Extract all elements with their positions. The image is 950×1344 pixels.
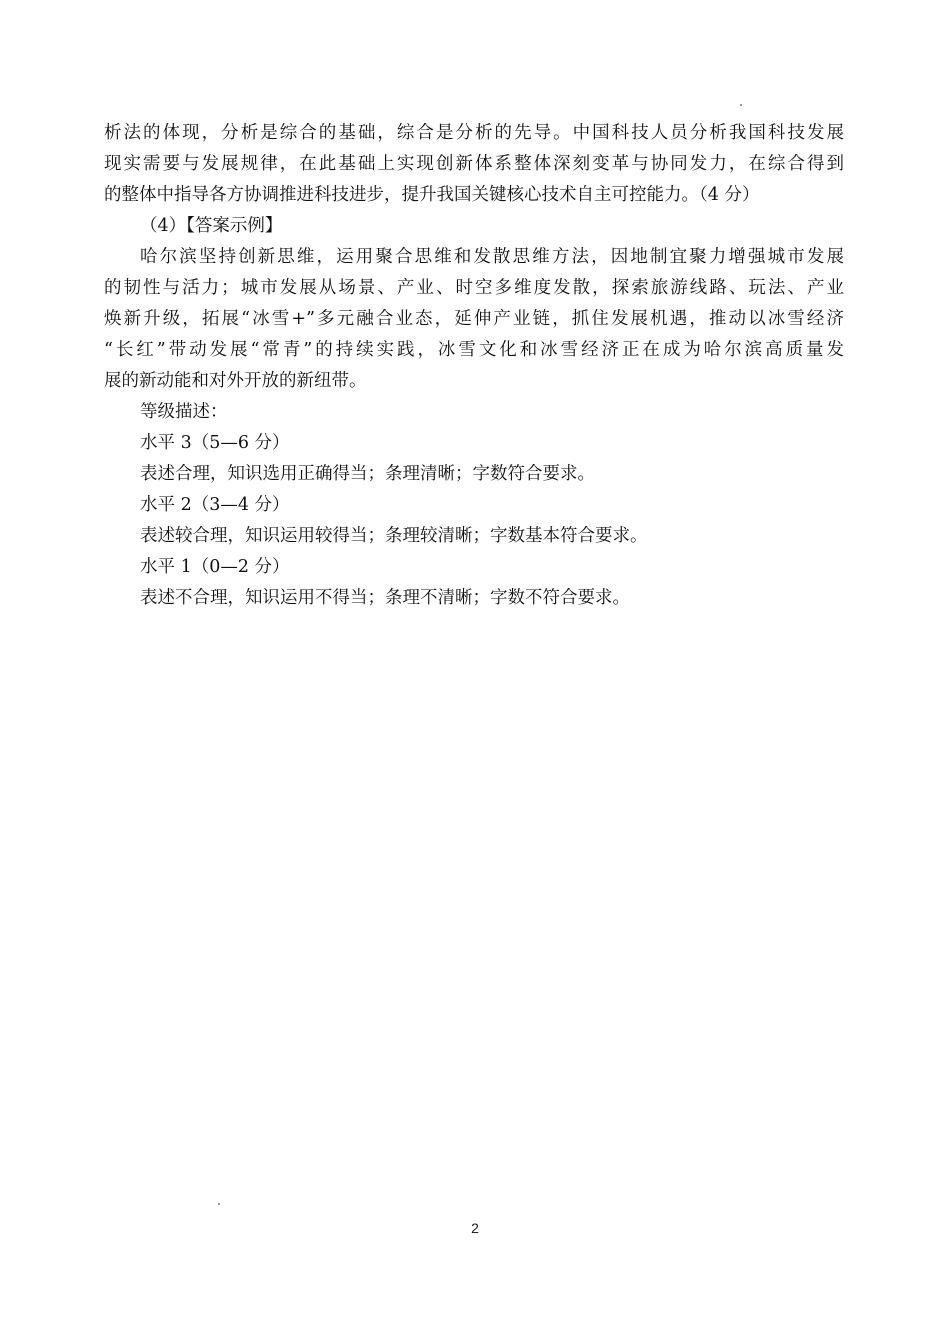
text-line: “长红”带动发展“常青”的持续实践，冰雪文化和冰雪经济正在成为哈尔滨高质量发 bbox=[104, 340, 844, 360]
scan-dot-top bbox=[740, 104, 742, 106]
text-line: 的整体中指导各方协调推进科技进步，提升我国关键核心技术自主可控能力。（4 分） bbox=[104, 185, 760, 205]
grading-title: 等级描述： bbox=[140, 402, 228, 422]
level-3-heading: 水平 3（5—6 分） bbox=[140, 433, 290, 453]
text-line: 现实需要与发展规律，在此基础上实现创新体系整体深刻变革与协同发力，在综合得到 bbox=[104, 154, 844, 174]
level-3-description: 表述合理，知识选用正确得当；条理清晰；字数符合要求。 bbox=[140, 464, 595, 484]
section-heading: （4）【答案示例】 bbox=[140, 216, 283, 236]
text-line: 析法的体现，分析是综合的基础，综合是分析的先导。中国科技人员分析我国科技发展 bbox=[104, 123, 844, 143]
text-line: 的韧性与活力；城市发展从场景、产业、时空多维度发散，探索旅游线路、玩法、产业 bbox=[104, 278, 844, 298]
paragraph-answer-example bbox=[104, 242, 844, 397]
text-line: 焕新升级，拓展“冰雪+”多元融合业态，延伸产业链，抓住发展机遇，推动以冰雪经济 bbox=[104, 309, 844, 329]
text-line: 展的新动能和对外开放的新纽带。 bbox=[104, 371, 367, 391]
text-line: 哈尔滨坚持创新思维，运用聚合思维和发散思维方法，因地制宜聚力增强城市发展 bbox=[140, 247, 844, 267]
level-1-heading: 水平 1（0—2 分） bbox=[140, 557, 290, 577]
level-2-heading: 水平 2（3—4 分） bbox=[140, 495, 290, 515]
level-1-description: 表述不合理，知识运用不得当；条理不清晰；字数不符合要求。 bbox=[140, 588, 630, 608]
scan-dot-bottom bbox=[218, 1203, 220, 1205]
grading-description bbox=[104, 397, 844, 614]
page-number: 2 bbox=[471, 1220, 479, 1236]
paragraph-analysis bbox=[104, 118, 844, 211]
answer-content bbox=[104, 118, 844, 614]
level-2-description: 表述较合理，知识运用较得当；条理较清晰；字数基本符合要求。 bbox=[140, 526, 648, 546]
